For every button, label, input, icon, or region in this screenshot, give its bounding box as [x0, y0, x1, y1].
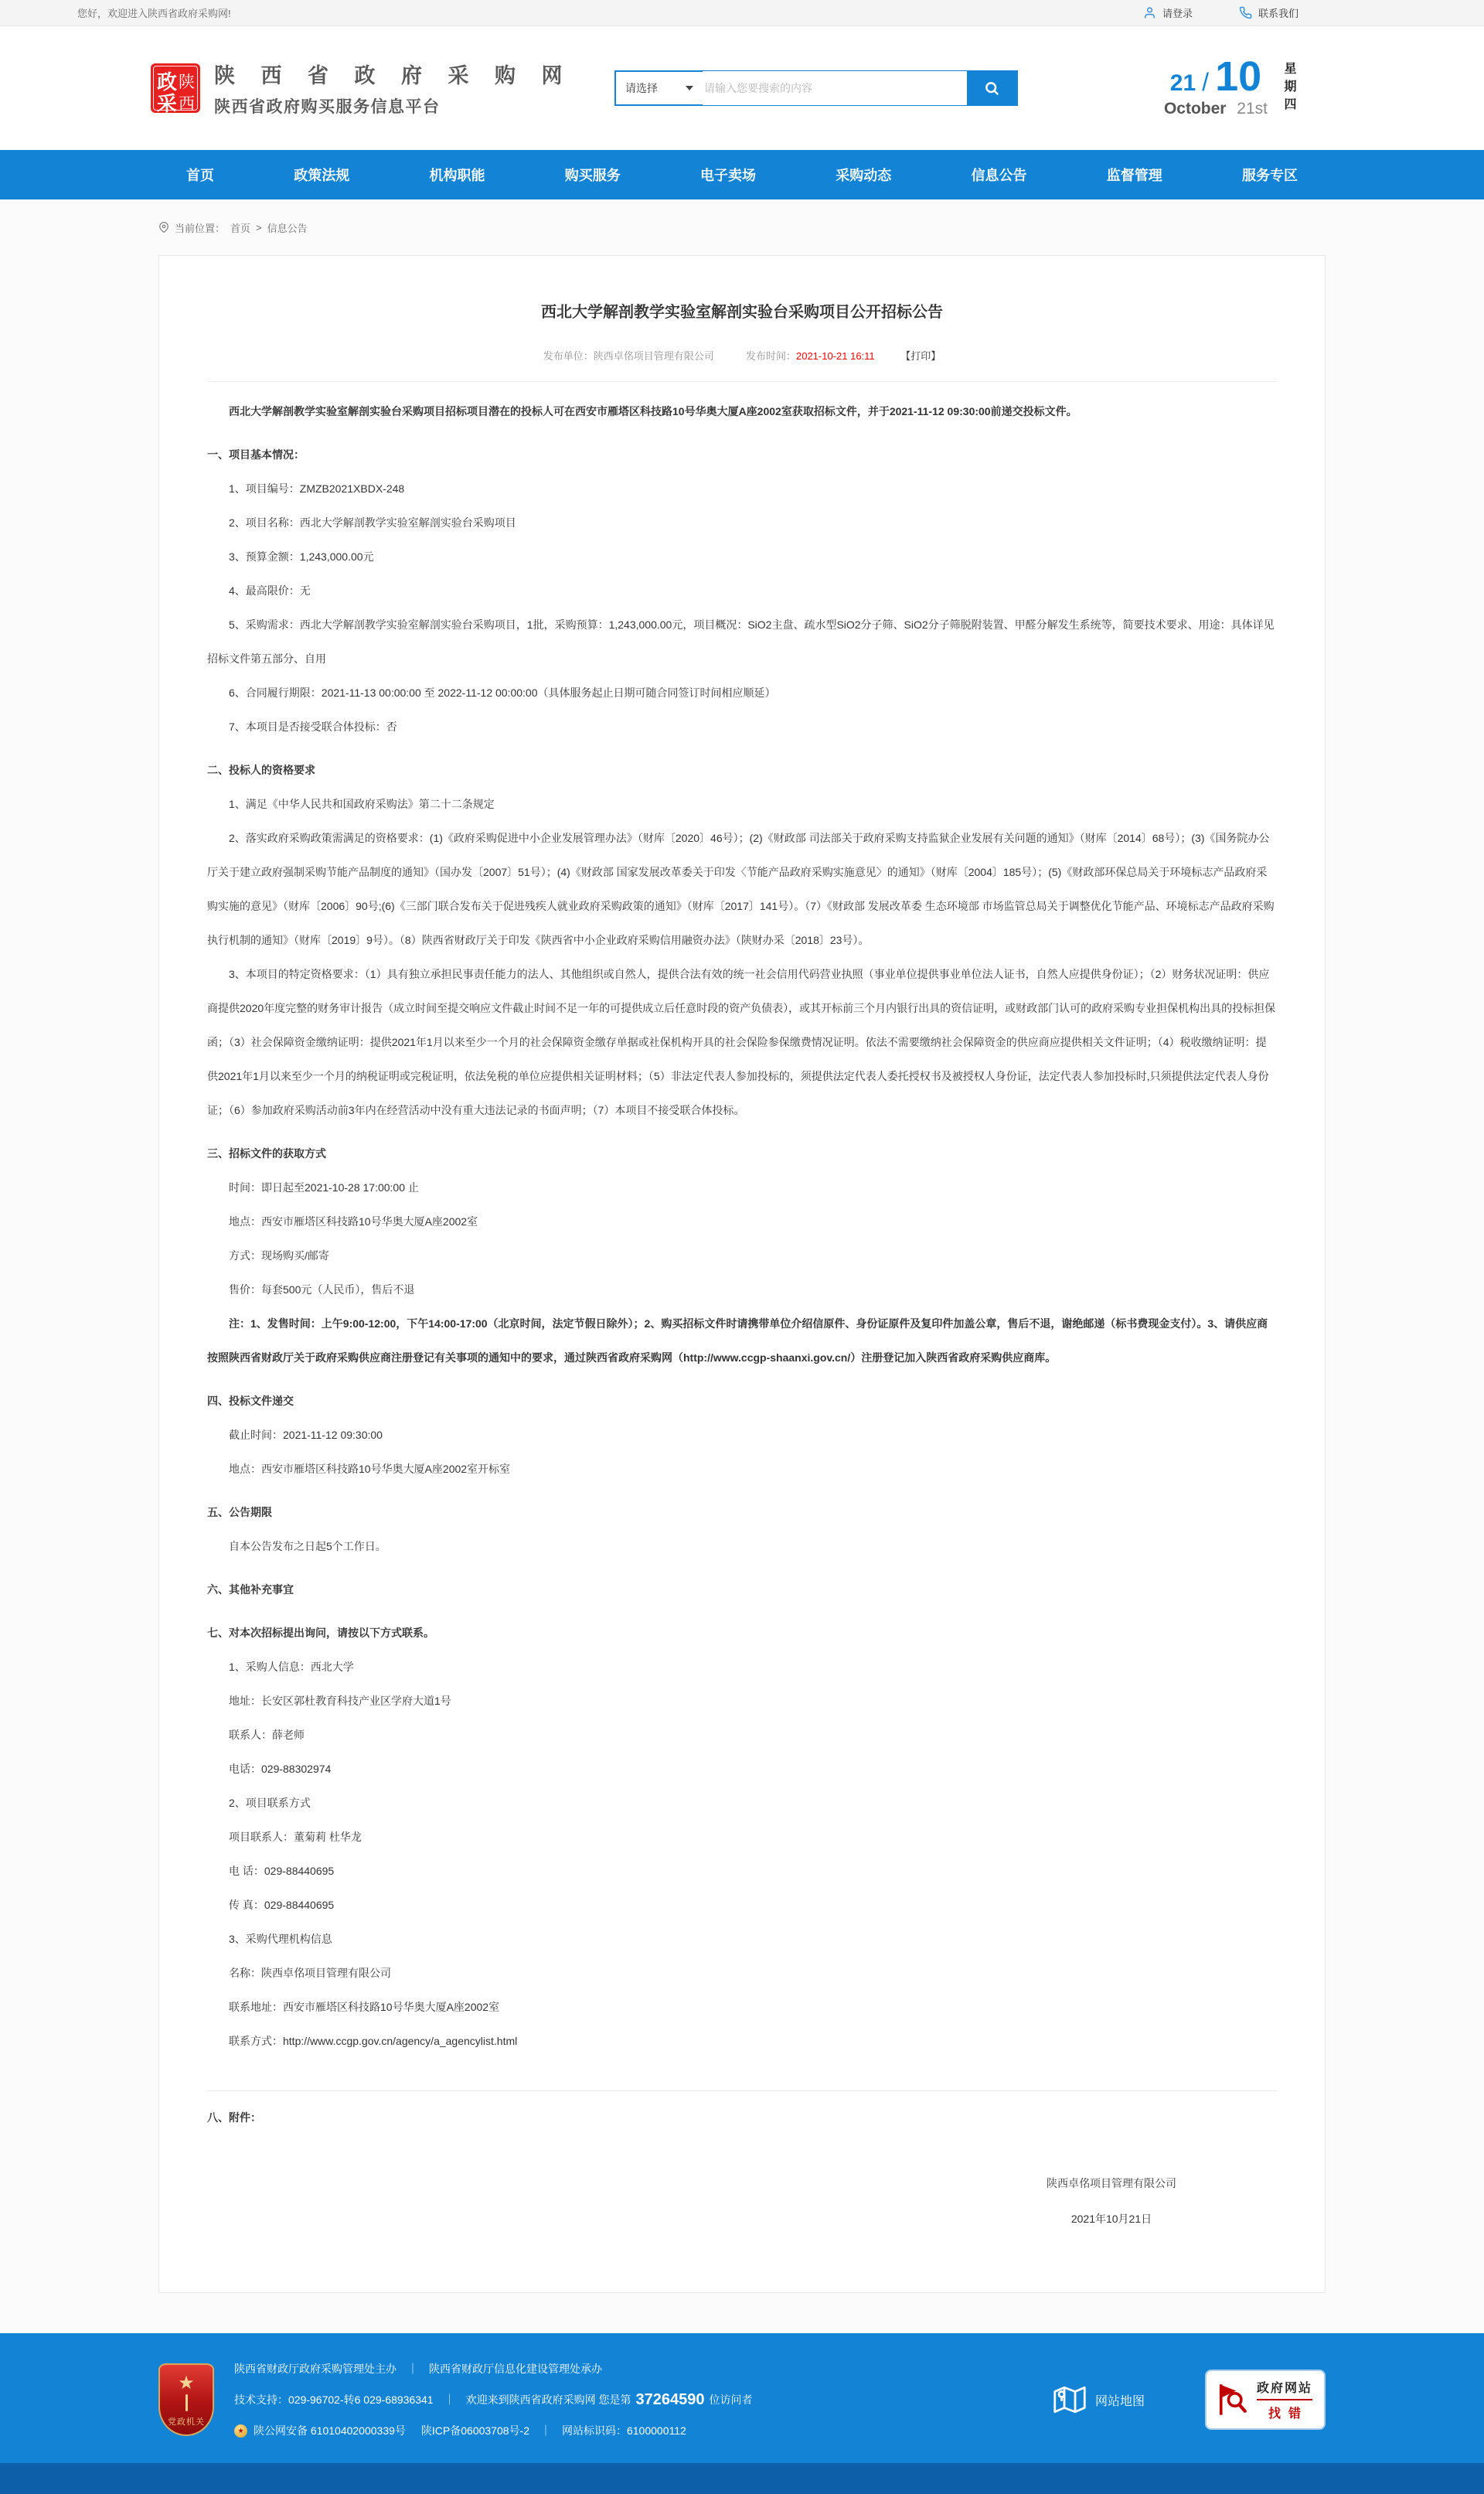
paragraph: 5、采购需求：西北大学解剖教学实验室解剖实验台采购项目，1批，采购预算：1,243,000.00元，项目概况：SiO2主盘、疏水型SiO2分子筛、SiO2分子筛脱附装置、甲醛分解发生系统等，简要技术要求、用途：具体详见招标文件第五部分、自用 — [207, 618, 1275, 665]
search-button[interactable] — [967, 72, 1016, 104]
paragraph: 电话：029-88302974 — [229, 1763, 332, 1775]
site-header — [0, 26, 1484, 150]
star-icon: ★ — [178, 2373, 195, 2393]
flag-magnifier-icon — [1218, 2382, 1249, 2417]
breadcrumb-label: 当前位置： — [175, 222, 226, 234]
paragraph: 地点：西安市雁塔区科技路10号华奥大厦A座2002室开标室 — [229, 1463, 511, 1475]
logo-char: 采 — [157, 92, 178, 115]
breadcrumb-separator: > — [256, 221, 262, 233]
date-widget — [1163, 53, 1333, 118]
section-heading: 一、项目基本情况： — [207, 448, 305, 461]
section-heading: 二、投标人的资格要求 — [207, 764, 315, 776]
paragraph: 3、预算金额：1,243,000.00元 — [229, 550, 374, 563]
footer-separator: ｜ — [444, 2393, 455, 2406]
breadcrumb — [158, 199, 1326, 255]
section-heading: 六、其他补充事宜 — [207, 1583, 294, 1596]
bottom-strip — [0, 2463, 1484, 2494]
section-divider — [207, 2090, 1277, 2091]
sitemap-label: 网站地图 — [1094, 2394, 1145, 2408]
search-input[interactable] — [703, 71, 967, 105]
search-box — [614, 70, 1018, 106]
paragraph: 地点：西安市雁塔区科技路10号华奥大厦A座2002室 — [229, 1215, 478, 1228]
paragraph: 4、最高限价：无 — [229, 584, 311, 597]
article-meta — [207, 348, 1277, 382]
paragraph: 2、项目名称：西北大学解剖教学实验室解剖实验台采购项目 — [229, 516, 516, 529]
article-body — [207, 394, 1277, 2135]
error-report-action: 找错 — [1268, 2407, 1309, 2421]
phone-icon — [1239, 6, 1252, 19]
paragraph: 6、合同履行期限：2021-11-13 00:00:00 至 2022-11-12 00:00:00（具体服务起止日期可随合同签订时间相应顺延） — [229, 687, 776, 699]
breadcrumb-current[interactable]: 信息公告 — [267, 222, 308, 234]
section-heading: 四、投标文件递交 — [207, 1395, 294, 1407]
co-organizer-text: 陕西省财政厅信息化建设管理处承办 — [429, 2363, 602, 2375]
search-icon — [984, 80, 999, 96]
site-logo — [151, 59, 573, 118]
main-area — [0, 199, 1484, 2333]
site-code-text: 网站标识码：6100000112 — [561, 2424, 686, 2437]
publish-time-value: 2021-10-21 16:11 — [795, 350, 875, 362]
paragraph: 名称：陕西卓佲项目管理有限公司 — [229, 1967, 391, 1979]
logo-char: 西 — [179, 95, 195, 113]
paragraph: 西北大学解剖教学实验室解剖实验台采购项目招标项目潜在的投标人可在西安市雁塔区科技路10号华奥大厦A座2002室获取招标文件，并于2021-11-12 09:30:00前递交投标文件。 — [229, 405, 1077, 417]
paragraph: 1、满足《中华人民共和国政府采购法》第二十二条规定 — [229, 798, 495, 810]
search-select-label: 请选择 — [625, 82, 658, 94]
publisher-value: 陕西卓佲项目管理有限公司 — [593, 350, 714, 362]
page-title: 西北大学解剖教学实验室解剖实验台采购项目公开招标公告 — [541, 304, 943, 321]
publish-time-label: 发布时间： — [745, 350, 796, 362]
visitor-suffix: 位访问者 — [709, 2393, 753, 2406]
nav-item[interactable]: 首页 — [186, 168, 214, 183]
nav-item[interactable]: 购买服务 — [564, 168, 621, 183]
paragraph: 2、落实政府采购政策需满足的资格要求：(1)《政府采购促进中小企业发展管理办法》（财库〔2020〕46号）；(2)《财政部 司法部关于政府采购支持监狱企业发展有关问题的通知》（财库〔2014〕68号）；(3)《国务院办公厅关于建立政府强制采购节能产品制度的通知》（国办发〔2007〕51号）；(4)《财政部 国家发展改革委关于印发〈节能产品政府采购实施意见〉的通知》（财库〔2004〕185号）；(5)《财政部环保总局关于环境标志产品政府采购实施的意见》（财库〔2006〕90号;(6)《三部门联合发布关于促进残疾人就业政府采购政策的通知》（财库〔2017〕141号）。（7）《财政部 发展改革委 生态环境部 市场监管总局关于调整优化节能产品、环境标志产品政府采购执行机制的通知》（财库〔2019〕9号）。（8）陕西省财政厅关于印发《陕西省中小企业政府采购信用融资办法》（陕财办采〔2018〕23号）。 — [207, 832, 1275, 946]
caret-down-icon — [686, 86, 693, 90]
signature-block — [207, 2165, 1277, 2237]
logo-seal — [151, 63, 200, 113]
emblem-icon: ★ — [234, 2424, 247, 2438]
date-month-en: October — [1163, 100, 1227, 118]
login-link[interactable] — [1143, 5, 1193, 20]
paragraph: 联系方式：http://www.ccgp.gov.cn/agency/a_agencylist.html — [229, 2035, 518, 2047]
section-heading: 五、公告期限 — [207, 1506, 272, 1518]
error-report-badge[interactable] — [1205, 2370, 1326, 2430]
paragraph: 方式：现场购买/邮寄 — [229, 1249, 329, 1262]
date-separator: / — [1202, 68, 1210, 96]
site-name: 陕 西 省 政 府 采 购 网 — [214, 64, 573, 87]
paragraph: 1、项目编号：ZMZB2021XBDX-248 — [229, 482, 405, 495]
paragraph: 地址：长安区郭杜教育科技产业区学府大道1号 — [229, 1695, 451, 1707]
icp-record-text: 陕ICP备06003708号-2 — [420, 2424, 529, 2437]
footer-text — [234, 2353, 752, 2446]
main-nav — [0, 150, 1484, 199]
site-subtitle: 陕西省政府购买服务信息平台 — [214, 98, 441, 116]
paragraph: 售价：每套500元（人民币），售后不退 — [229, 1283, 415, 1296]
logo-char: 政 — [157, 70, 178, 94]
nav-item[interactable]: 服务专区 — [1242, 168, 1298, 183]
topbar — [0, 0, 1484, 26]
date-day: 21 — [1169, 70, 1196, 96]
login-label: 请登录 — [1162, 8, 1193, 19]
signature-company: 陕西卓佲项目管理有限公司 — [1047, 2177, 1176, 2189]
paragraph: 联系地址：西安市雁塔区科技路10号华奥大厦A座2002室 — [229, 2001, 500, 2013]
map-icon — [1053, 2383, 1086, 2416]
location-pin-icon — [158, 222, 169, 233]
nav-item[interactable]: 监督管理 — [1106, 168, 1162, 183]
section-heading: 八、附件： — [207, 2111, 261, 2124]
paragraph: 截止时间：2021-11-12 09:30:00 — [229, 1429, 383, 1441]
publisher-label: 发布单位： — [543, 350, 594, 362]
search-category-select[interactable] — [616, 72, 703, 104]
date-month: 10 — [1215, 53, 1262, 100]
date-weekday: 星期四 — [1282, 61, 1295, 115]
contact-label: 联系我们 — [1258, 8, 1298, 19]
paragraph: 注：1、发售时间：上午9:00-12:00，下午14:00-17:00（北京时间，法定节假日除外）；2、购买招标文件时请携带单位介绍信原件、身份证原件及复印件加盖公章，售后不退，谢绝邮递（标书费现金支付）。3、请供应商按照陕西省财政厅关于政府采购供应商注册登记有关事项的通知中的要求，通过陕西省政府采购网（http://www.ccgp-shaanxi.gov.cn/）注册登记加入陕西省政府采购供应商库。 — [207, 1317, 1268, 1364]
badge-label: 党政机关 — [168, 2417, 205, 2427]
print-button[interactable]: 【打印】 — [900, 350, 941, 362]
paragraph: 电 话：029-88440695 — [229, 1865, 335, 1877]
contact-link[interactable] — [1239, 5, 1298, 20]
topbar-links — [1143, 5, 1298, 20]
signature-date: 2021年10月21日 — [1070, 2213, 1152, 2225]
tech-support-text: 技术支持：029-96702-转6 029-68936341 — [234, 2393, 434, 2406]
paragraph: 自本公告发布之日起5个工作日。 — [229, 1540, 386, 1552]
visitor-count: 37264590 — [635, 2391, 705, 2408]
paragraph: 时间：即日起至2021-10-28 17:00:00 止 — [229, 1181, 419, 1194]
error-report-title: 政府网站 — [1257, 2378, 1312, 2400]
user-icon — [1143, 6, 1156, 19]
date-day-en: 21st — [1237, 100, 1268, 118]
paragraph: 7、本项目是否接受联合体投标：否 — [229, 721, 397, 733]
pillar-icon — [186, 2394, 188, 2411]
visitor-prefix: 欢迎来到陕西省政府采购网 您是第 — [465, 2393, 631, 2406]
paragraph: 3、采购代理机构信息 — [229, 1933, 332, 1945]
paragraph: 3、本项目的特定资格要求：（1）具有独立承担民事责任能力的法人、其他组织或自然人，提供合法有效的统一社会信用代码营业执照（事业单位提供事业单位法人证书，自然人应提供身份证）；（2）财务状况证明：供应商提供2020年度完整的财务审计报告（成立时间至提交响应文件截止时间不足一年的可提供成立后任意时段的资产负债表），或其开标前三个月内银行出具的资信证明，或财政部门认可的政府采购专业担保机构出具的投标担保函；（3）社会保障资金缴纳证明：提供2021年1月以来至少一个月的社会保障资金缴存单据或社保机构开具的社会保险参保缴费情况证明。依法不需要缴纳社会保障资金的供应商应提供相关文件证明；（4）税收缴纳证明：提供2021年1月以来至少一个月的纳税证明或完税证明，依法免税的单位应提供相关证明材料；（5）非法定代表人参加投标的，须提供法定代表人委托授权书及被授权人身份证，法定代表人参加投标时,只须提供法定代表人身份证；（6）参加政府采购活动前3年内在经营活动中没有重大违法记录的书面声明；（7）本项目不接受联合体投标。 — [207, 968, 1276, 1116]
footer-separator: ｜ — [407, 2363, 418, 2375]
section-heading: 三、招标文件的获取方式 — [207, 1147, 326, 1160]
paragraph: 联系人：薛老师 — [229, 1729, 305, 1741]
organizer-text: 陕西省财政厅政府采购管理处主办 — [234, 2363, 397, 2375]
nav-item[interactable]: 信息公告 — [971, 168, 1027, 183]
paragraph: 1、采购人信息：西北大学 — [229, 1661, 354, 1673]
footer-separator: ｜ — [539, 2424, 551, 2437]
announcement-card — [158, 255, 1326, 2293]
breadcrumb-home-link[interactable]: 首页 — [230, 222, 251, 234]
nav-item[interactable]: 机构职能 — [429, 168, 485, 183]
nav-item[interactable]: 电子卖场 — [700, 168, 756, 183]
logo-char: 陕 — [179, 73, 195, 91]
paragraph: 传 真：029-88440695 — [229, 1899, 335, 1911]
sitemap-link[interactable] — [1053, 2383, 1145, 2416]
nav-item[interactable]: 采购动态 — [836, 168, 892, 183]
shield-badge — [158, 2363, 214, 2436]
paragraph: 项目联系人：董菊莉 杜华龙 — [229, 1831, 362, 1843]
footer — [0, 2333, 1484, 2463]
nav-item[interactable]: 政策法规 — [294, 168, 350, 183]
section-heading: 七、对本次招标提出询问，请按以下方式联系。 — [207, 1627, 434, 1639]
paragraph: 2、项目联系方式 — [229, 1797, 311, 1809]
security-record-text: 陕公网安备 61010402000339号 — [254, 2424, 406, 2437]
welcome-text: 您好，欢迎进入陕西省政府采购网! — [77, 8, 231, 19]
